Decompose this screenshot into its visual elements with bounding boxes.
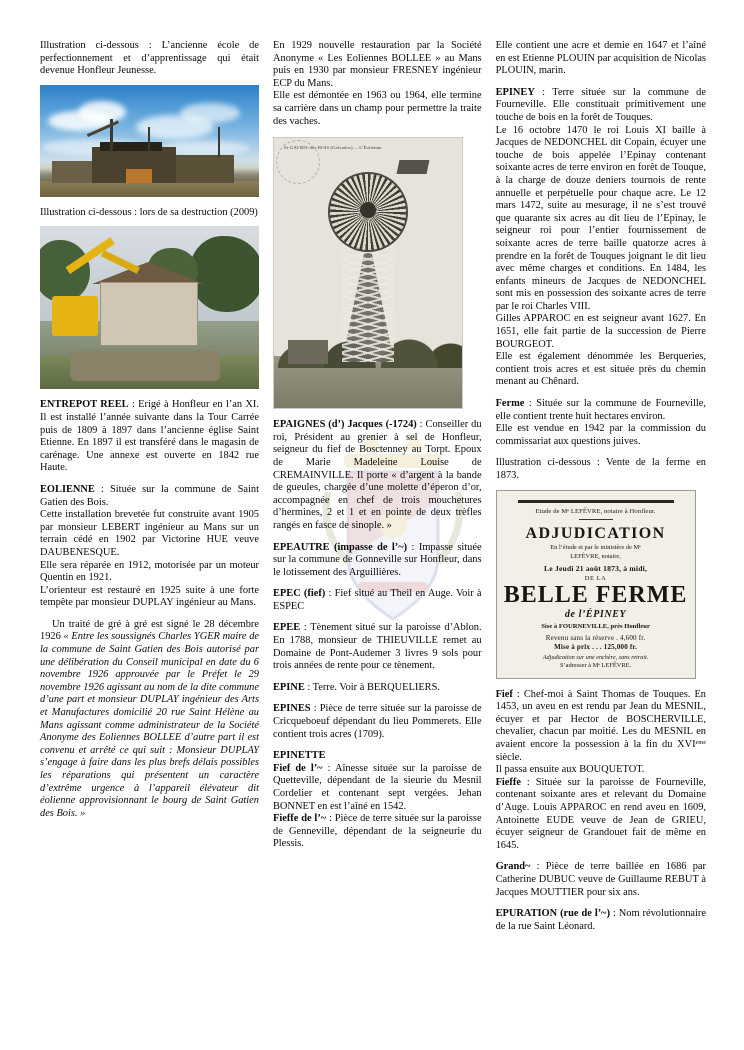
poster-contact-address: S’adresser à Mᵉ LEFÊVRE. bbox=[559, 661, 632, 669]
treaty-paragraph bbox=[40, 619, 259, 821]
headword: EPEE bbox=[273, 622, 301, 634]
sub-label: Fief bbox=[495, 688, 513, 700]
entry-body: : Pièce de terre située sur la paroisse de Genneville, dépendant de la seigneurie du Plessis. bbox=[273, 813, 482, 850]
poster-subtitle-line-2: LEFÈVRE, notaire, bbox=[570, 552, 621, 560]
entry-epeautre bbox=[273, 542, 482, 580]
entry-body: : Terre située sur la commune de Fourneville. Elle constituait primitivement une touche de bois en la forêt de Touques. bbox=[495, 86, 706, 123]
poster-title: ADJUDICATION bbox=[525, 524, 666, 542]
poster-row-dots: . bbox=[616, 633, 619, 642]
entry-epine bbox=[273, 682, 482, 695]
column-left bbox=[40, 40, 259, 1020]
entry-body: : Située sur la commune de Saint Gatien des Bois. bbox=[40, 483, 259, 508]
epiney-paragraph-2: Gilles APPAROC en est seigneur avant 1627. En 1651, elle fait partie de la succession de Pierre BOURGEOT. bbox=[495, 313, 706, 350]
poster-headline: BELLE FERME bbox=[503, 581, 688, 608]
entry-epuration bbox=[496, 908, 706, 933]
entry-entrepot-reel bbox=[40, 399, 259, 475]
poster-dela-line: DE LA bbox=[584, 574, 607, 582]
entry-epaignes bbox=[273, 419, 482, 532]
entry-epinette-fieffe bbox=[273, 813, 482, 851]
entry-epee bbox=[273, 622, 482, 672]
epiney-paragraph-3: Elle est également dénommée les Berqueries, contient trois acres et est située près du chemin menant au Chênard. bbox=[495, 351, 706, 388]
poster-notary-line: Etude de Mᵉ LEFÊVRE, notaire à Honfleur. bbox=[535, 507, 656, 515]
headword: EPURATION (rue de l’~) bbox=[495, 908, 611, 920]
eolienne-paragraph-3: L’orienteur est restauré en 1925 suite à une forte tempête par monsieur DUPLAY ingénieur au Mans. bbox=[40, 584, 259, 609]
headword: ENTREPOT REEL bbox=[40, 399, 129, 411]
poster-rule-top bbox=[518, 500, 674, 503]
entry-fieffe bbox=[496, 777, 706, 853]
entry-body: : Aînesse située sur la paroisse de Quetteville, dépendant de la sieurie du Mesnil Cordelier et contenant sept vergées. Jehan BONNET en est l’aîné en 1542. bbox=[273, 762, 482, 812]
sub-label: Ferme bbox=[495, 398, 525, 410]
headword: EPEC (fief) bbox=[273, 588, 326, 600]
entry-body: : Pièce de terre baillée en 1686 par Catherine DUBUC veuve de Guillaume REBUT à Jacques MOUTTIER pour six ans. bbox=[495, 861, 706, 898]
three-column-layout bbox=[40, 40, 706, 1020]
epiney-paragraph-1: Le 16 octobre 1470 le roi Louis XI baille à Jacques de NEDONCHEL dit Copain, écuyer une touche de bois appelée l’Epinay contenant soixante acres de terre environ en forêt de Touque, à la charge de douze deniers tournois de rente annuelle et perpétuelle pour chaque acre. Le 12 mars 1472, suite au mesurage, il ne s’est trouvé que quarante six acres au dit lieu de l’Epinay, le seigneur roi pour l’entier fournissement de soixante acres de terre baille quatorze acres à prendre en la forêt de Touques joignant le dit lieu avec même charges et conditions. En 1484, les enfants mineurs de Jacques de NEDONCHEL sont mis en possession des soixante acres de terre par le roi Charles VIII. bbox=[495, 124, 706, 312]
eolienne-paragraph-1: Cette installation brevetée fut construite avant 1905 par monsieur LEBERT ingénieur au Mans sur un terrain cédé en 1902 par Victorine HUE veuve DAUBENESQUE. bbox=[40, 509, 259, 558]
caption-auction-poster: Illustration ci-dessous : Vente de la ferme en 1873. bbox=[495, 457, 706, 481]
entry-epinette-headword: EPINETTE bbox=[273, 750, 326, 762]
entry-body: : Terre. Voir à BERQUELIERS. bbox=[304, 681, 440, 693]
poster-subtitle-line-1: En l’étude et par le ministère de Mᵉ bbox=[550, 543, 641, 551]
auction-poster-1873 bbox=[496, 490, 696, 679]
eolienne-suite-1: En 1929 nouvelle restauration par la Société Anonyme « Les Eoliennes BOLLEE » au Mans puis en 1930 par monsieur FRESNEY ingénieur ECP du Mans. bbox=[273, 40, 482, 89]
entry-body: : Tènement situé sur la paroisse d’Ablon. En 1788, monsieur de THIEUVILLE remet au Domaine de Pont-Audemer 3 livres 9 sols pour trois années de rente pour ce tènement. bbox=[273, 622, 482, 672]
right-intro-paragraph: Elle contient une acre et demie en 1647 et l’aîné en est Etienne PLOUIN par acquisition de Nicolas PLOUIN, marin. bbox=[495, 40, 706, 77]
epiney-ferme-sale: Elle est vendue en 1942 par la commission du commissariat aux questions juives. bbox=[495, 423, 706, 447]
treaty-quote: « Entre les soussignés Charles YGER maire de la commune de Saint Gatien des Bois autorisé par une délibération du Conseil municipal en date du 6 novembre 1926 approuvée par le Préfet le 29 novembre 1926 agissant au nom de la dite commune d’une part et monsieur DUPLAY ingénieur des Arts et Manufactures domicilié 20 rue Saint Hélène au Mans agissant comme administrateur de la Société Anonyme des Eoliennes BOLLEE d’autre part il est convenu et arrêté ce qui suit : Monsieur DUPLAY s’engage à faire dans les plus brefs délais possibles les réparations qui présentent un caractère d’extrême urgence à l’appareil élévateur dit éolienne approvisionnant le bourg de Saint Gatien des Bois. » bbox=[40, 631, 259, 819]
headword: EPINEY bbox=[495, 86, 535, 98]
poster-row-revenue bbox=[504, 634, 688, 642]
photo-old-school bbox=[40, 85, 259, 197]
caption-destruction: Illustration ci-dessous : lors de sa destruction (2009) bbox=[40, 206, 258, 218]
poster-row-starting-price bbox=[504, 643, 688, 651]
headword: EPINE bbox=[273, 681, 305, 693]
headword: EPEAUTRE (impasse de l’~) bbox=[273, 541, 408, 553]
headword: EPINES bbox=[273, 703, 311, 715]
poster-footnote: Adjudication sur une enchère, sans retrait. bbox=[542, 653, 649, 661]
poster-row-label: Mise à prix bbox=[554, 642, 591, 651]
poster-row-value: 125,000 fr. bbox=[603, 642, 638, 651]
poster-auction-date: Le Jeudi 21 août 1873, à midi, bbox=[544, 563, 648, 573]
column-right bbox=[496, 40, 706, 1020]
entry-body: : Conseiller du roi, Président au grenier à sel de Honfleur, seigneur du fief de Bosctenney au Torpt. Epoux de Marie Madeleine Louise de CREMAINVILLE. Il porte « d’argent à la bande de gueules, chargée d’une molette d’éperon d’or, accompagnée en chef de trois mouchetures d’hermines, 2 et 1 et en pointe de deux trèfles rangés en fasce de sinople. » bbox=[273, 419, 482, 531]
sub-label: Fieffe de l’~ bbox=[273, 813, 327, 825]
entry-fief bbox=[496, 689, 706, 765]
headword: EOLIENNE bbox=[40, 483, 95, 495]
column-middle bbox=[273, 40, 482, 1020]
entry-epines bbox=[273, 703, 482, 741]
entry-body: : Fief situé au Theil en Auge. Voir à ESPEC bbox=[273, 588, 482, 612]
entry-body: : Impasse située sur la commune de Gonneville sur Honfleur, dans le lotissement des Arguillières. bbox=[273, 541, 482, 578]
poster-rule-mid bbox=[579, 519, 613, 520]
postcard-caption: St-GATIEN-des-BOIS (Calvados). – L’Éolienne bbox=[284, 145, 382, 151]
poster-property-name: de l’ÉPINEY bbox=[564, 608, 627, 620]
eolienne-suite-2: Elle est démontée en 1963 ou 1964, elle termine sa carrière dans un champ pour permettre la traite des vaches. bbox=[273, 90, 482, 127]
entry-grand bbox=[496, 861, 706, 899]
entry-body: : Située sur la paroisse de Fourneville, contenant soixante ares et relevant du Domaine d’Auge. Louis APPAROC en rend aveu en 1609, Antoinette EUDE veuve de Jean de GRIEU, écuyer seigneur de Grandouet fait de même en 1645. bbox=[495, 776, 706, 851]
entry-eolienne bbox=[40, 484, 259, 509]
entry-epec bbox=[273, 588, 482, 613]
sub-label: Fief de l’~ bbox=[273, 762, 323, 774]
poster-location: Sise à FOURNEVILLE, près Honfleur bbox=[541, 622, 650, 630]
entry-fief-continuation: Il passa ensuite aux BOUQUETOT. bbox=[495, 764, 645, 776]
headword: EPAIGNES (d’) Jacques (-1724) bbox=[273, 419, 417, 431]
entry-body: : Erigé à Honfleur en l’an XI. Il est installé l’année suivante dans la Tour Carrée puis de 1809 à 1897 dans l’ancienne église Saint Etienne. En 1897 il est transféré dans le magasin de carénage. Une annexe est ouverte en 1842 rue Haute. bbox=[40, 399, 259, 474]
entry-epiney bbox=[496, 87, 706, 125]
photo-demolition bbox=[40, 226, 259, 389]
poster-row-dots: . . . bbox=[592, 642, 602, 651]
poster-row-value: 4,600 fr. bbox=[620, 633, 646, 642]
entry-epinette-fief bbox=[273, 763, 482, 813]
photo-windmill-postcard bbox=[273, 137, 463, 409]
caption-old-school: Illustration ci-dessous : L’ancienne école de perfectionnement et d’apprentissage qui était devenue Honfleur Jeunesse. bbox=[40, 40, 259, 77]
eolienne-paragraph-2: Elle sera réparée en 1912, motorisée par un moteur Quentin en 1921. bbox=[40, 559, 259, 584]
entry-body: : Pièce de terre située sur la paroisse de Cricqueboeuf dépendant du lieu Pommerets. Elle contient trois acres (1709). bbox=[273, 703, 482, 740]
sub-label: Fieffe bbox=[495, 776, 521, 788]
entry-body: : Nom révolutionnaire de la rue Saint Léonard. bbox=[495, 908, 706, 932]
entry-body: : Chef-moi à Saint Thomas de Touques. En 1453, un aveu en est rendu par Jean du MESNIL, écuyer et par Hector de BOSCHERVILLE, chevalier, chacun par moitié. Les du MESNIL en avaient encore la possession à la fin du XVIᵉᵐᵉ siècle. bbox=[495, 688, 706, 763]
treaty-intro: Un traité de gré à gré est signé le 28 décembre 1926 bbox=[40, 618, 259, 643]
entry-body: : Située sur la commune de Fourneville, elle contient trente huit hectares environ. bbox=[495, 398, 706, 422]
sub-label: Grand~ bbox=[495, 861, 531, 873]
entry-epiney-ferme bbox=[496, 398, 706, 423]
poster-row-label: Revenu sans la réserve bbox=[545, 633, 615, 642]
